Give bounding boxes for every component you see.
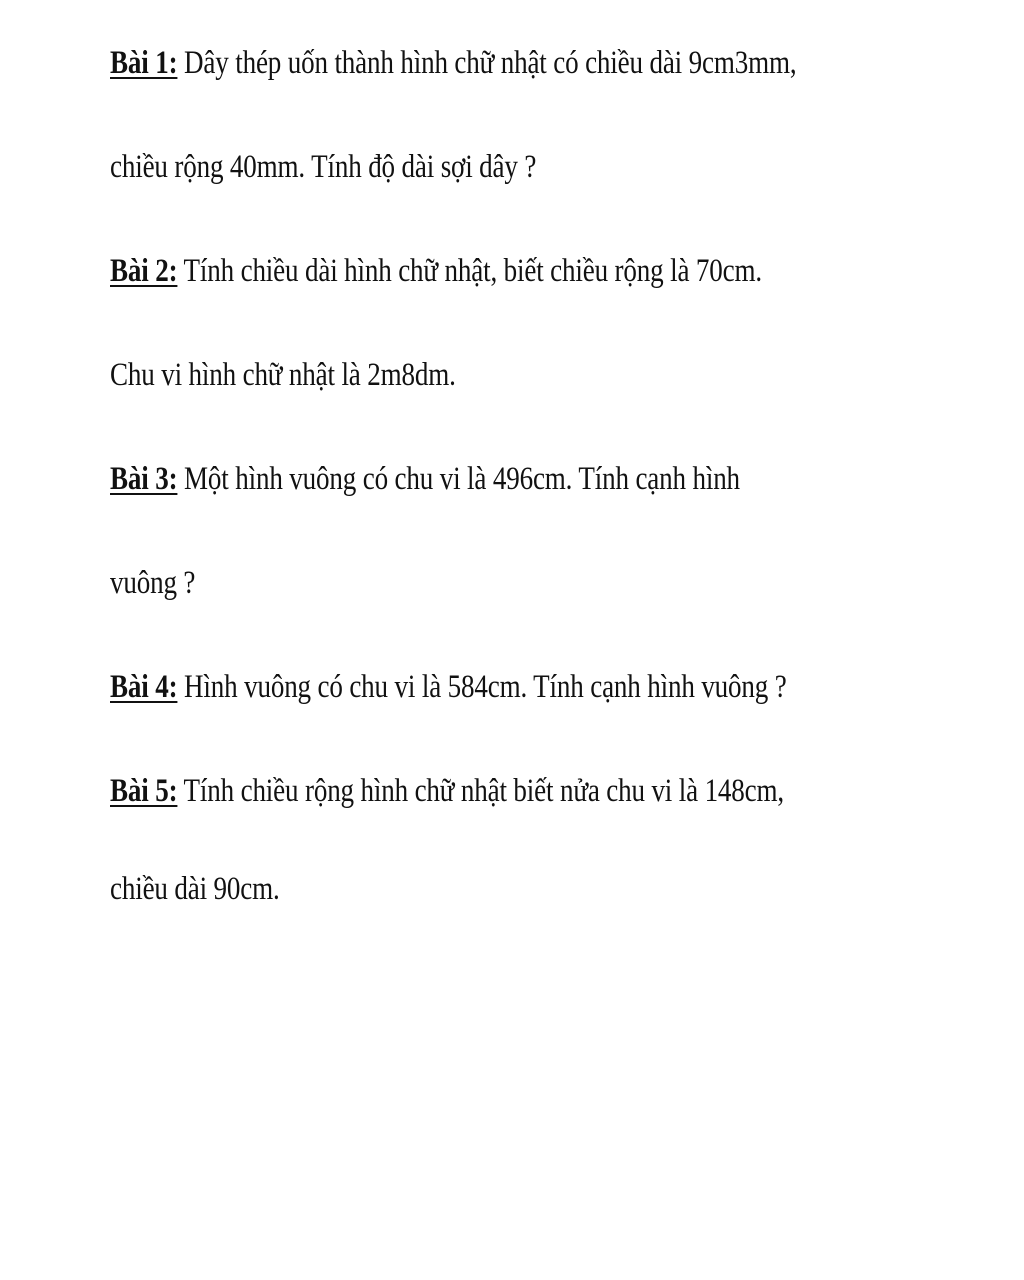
problem-4-text-1: Hình vuông có chu vi là 584cm. Tính cạnh hình vuông ?	[184, 669, 787, 705]
problem-5-label: Bài 5:	[110, 773, 178, 809]
problem-1-line-2	[110, 140, 815, 194]
problem-3-text-1: Một hình vuông có chu vi là 496cm. Tính cạnh hình	[184, 461, 740, 497]
problem-2-line-1	[110, 244, 815, 298]
problem-5-line-2	[110, 862, 815, 916]
problem-5-line-1	[110, 764, 815, 818]
problem-3-text-2: vuông ?	[110, 565, 196, 601]
problem-2-label: Bài 2:	[110, 253, 178, 289]
problem-5-text-2: chiều dài 90cm.	[110, 871, 280, 907]
problem-5-text-1: Tính chiều rộng hình chữ nhật biết nửa chu vi là 148cm,	[183, 773, 785, 809]
problem-2-text-1: Tính chiều dài hình chữ nhật, biết chiều rộng là 70cm.	[183, 253, 762, 289]
problem-3-line-1	[110, 452, 815, 506]
problem-2-line-2	[110, 348, 815, 402]
problem-1-label: Bài 1:	[110, 45, 178, 81]
problem-3-line-2	[110, 556, 815, 610]
problem-2-text-2: Chu vi hình chữ nhật là 2m8dm.	[110, 357, 456, 393]
problem-1-text-1: Dây thép uốn thành hình chữ nhật có chiều dài 9cm3mm,	[184, 45, 797, 81]
problem-4-label: Bài 4:	[110, 669, 178, 705]
problem-1-text-2: chiều rộng 40mm. Tính độ dài sợi dây ?	[110, 149, 537, 185]
problem-4-line-1	[110, 660, 815, 714]
problem-3-label: Bài 3:	[110, 461, 178, 497]
problem-1-line-1	[110, 36, 815, 90]
